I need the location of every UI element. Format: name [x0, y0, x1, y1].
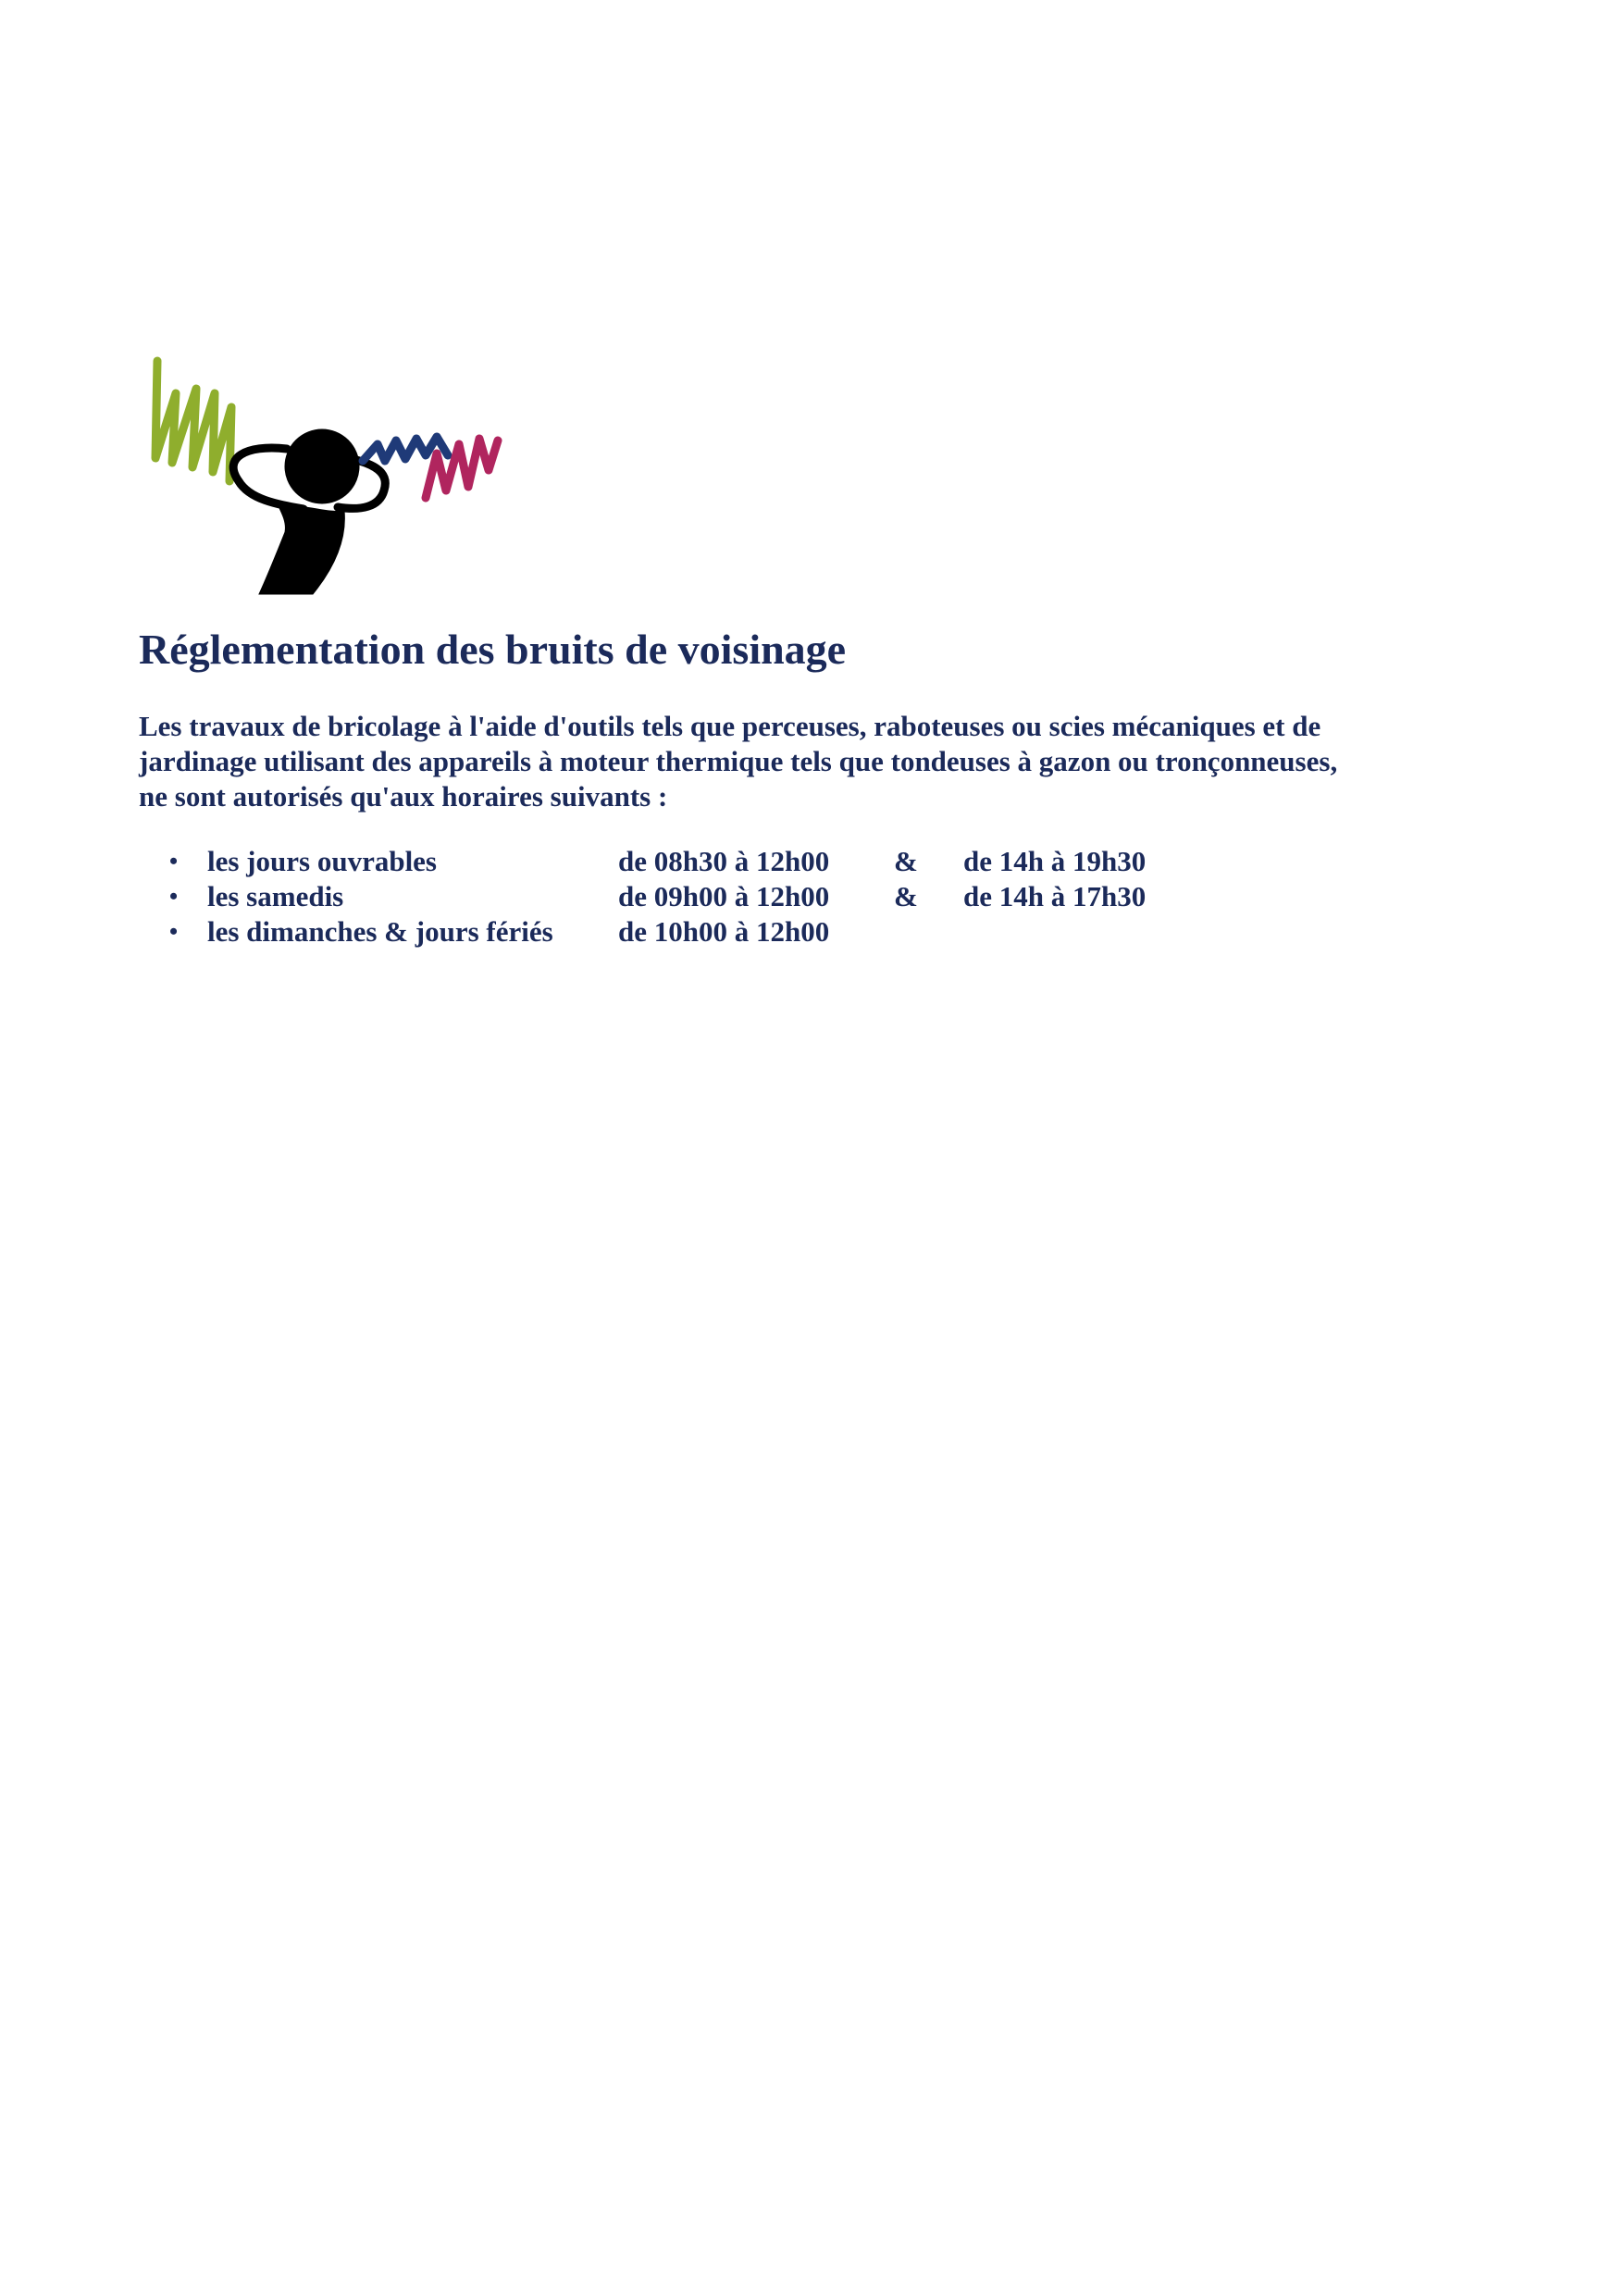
intro-line: Les travaux de bricolage à l'aide d'outils tels que perceuses, raboteuses ou scies mécaniques et de [139, 710, 1321, 742]
intro-paragraph [139, 709, 1471, 814]
bullet: • [169, 848, 179, 875]
page-title: Réglementation des bruits de voisinage [139, 626, 847, 673]
schedule-day: les samedis [207, 880, 344, 912]
schedule-row-sundays-holidays [0, 914, 1203, 949]
schedule-morning-hours: de 08h30 à 12h00 [618, 845, 830, 877]
schedule-afternoon-hours: de 14h à 17h30 [963, 880, 1147, 912]
intro-line: ne sont autorisés qu'aux horaires suivants : [139, 780, 668, 813]
magenta-noise-wave [426, 439, 498, 498]
schedule-day: les dimanches & jours fériés [207, 915, 553, 948]
schedule-row-weekdays [0, 844, 1203, 879]
bullet: • [169, 918, 179, 945]
schedule-afternoon-hours: de 14h à 19h30 [963, 845, 1147, 877]
schedule-day: les jours ouvrables [207, 845, 437, 877]
green-noise-wave [155, 361, 231, 481]
schedule-separator: & [894, 880, 918, 912]
schedule-morning-hours: de 09h00 à 12h00 [618, 880, 830, 912]
noise-disturbance-icon [148, 352, 509, 602]
schedule-list [0, 844, 1203, 949]
person-figure [233, 429, 385, 594]
schedule-morning-hours: de 10h00 à 12h00 [618, 915, 830, 948]
intro-line: jardinage utilisant des appareils à moteur thermique tels que tondeuses à gazon ou tronçonneuses, [139, 745, 1338, 777]
schedule-row-saturdays [0, 879, 1203, 914]
schedule-separator: & [894, 845, 918, 877]
bullet: • [169, 883, 179, 910]
